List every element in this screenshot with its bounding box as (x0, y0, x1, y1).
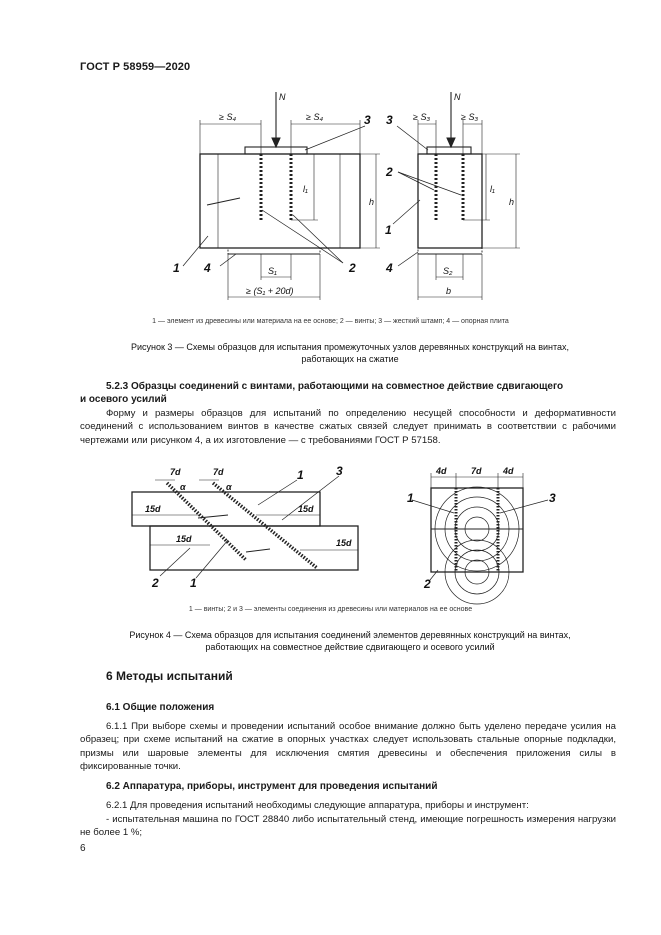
fig4-num-1-right: 1 (407, 491, 414, 505)
figure-3-caption-line1: Рисунок 3 — Схемы образцов для испытания промежуточных узлов деревянных конструкций на винтах, (130, 342, 570, 352)
figure-4-drawing (0, 450, 661, 610)
fig4-label-4d-left: 4d (436, 466, 447, 476)
fig4-label-15d-c: 15d (176, 534, 192, 544)
figure-4-caption-line1: Рисунок 4 — Схема образцов для испытания соединений элементов деревянных конструкций на винтах, (129, 630, 571, 640)
figure-3-caption-line2: работающих на сжатие (301, 354, 399, 364)
fig3-label-s3-right: ≥ S₃ (461, 112, 479, 122)
fig4-label-15d-b: 15d (298, 504, 314, 514)
section-6-2-1-item: - испытательная машина по ГОСТ 28840 либо испытательный стенд, имеющие погрешность измерения нагрузки не более 1 %; (80, 814, 616, 839)
figure-4-caption (80, 629, 620, 653)
fig3-label-s3-left: ≥ S₃ (413, 112, 431, 122)
fig3-num-2: 2 (349, 261, 356, 275)
section-5-2-3-title-line2: и осевого усилий (80, 394, 167, 406)
section-5-2-3-title (80, 380, 616, 407)
fig4-num-3-right: 3 (549, 491, 556, 505)
fig4-label-alpha-right: α (226, 482, 232, 492)
fig3-num-1-right: 1 (385, 223, 392, 237)
fig4-label-4d-right: 4d (503, 466, 514, 476)
fig3-num-1: 1 (173, 261, 180, 275)
section-5-2-3-text: Форму и размеры образцов для испытаний по определению несущей способности и деформативности соединений с использованием винтов в качестве сжатых связей следует принимать в соответствии с рабочими чертежами или рисунком 4, а их изготовление — с требованиями ГОСТ Р 57158. (80, 408, 616, 446)
fig4-num-1-top: 1 (297, 468, 304, 482)
fig4-num-3: 3 (336, 464, 343, 478)
section-6-title: 6 Методы испытаний (106, 669, 233, 683)
fig4-num-2: 2 (152, 576, 159, 590)
fig4-num-1-bottom: 1 (190, 576, 197, 590)
section-6-1-1-text: 6.1.1 При выборе схемы и проведении испытаний особое внимание должно быть уделено передаче усилия на образец; при схеме испытаний на сжатие в опорных участках следует использовать стальные опорные подкладки, призмы или шаровые элементы для исключения смятия древесины и обеспечения приложения силы в фиксированные точки. (80, 721, 616, 773)
fig3-label-s1: S₁ (268, 266, 277, 276)
figure-4-caption-line2: работающих на совместное действие сдвигающего и осевого усилий (205, 642, 495, 652)
fig3-label-s4-left: ≥ S₄ (219, 112, 237, 122)
fig3-num-4: 4 (204, 261, 211, 275)
fig3-num-3: 3 (364, 113, 371, 127)
fig3-label-s4-right: ≥ S₄ (306, 112, 324, 122)
figure-3-drawing (0, 0, 661, 310)
page-number: 6 (80, 843, 86, 854)
fig3-label-s1-sum: ≥ (S₁ + 20d) (246, 286, 294, 296)
fig3-label-N-right: N (454, 92, 461, 102)
figure-3-legend: 1 — элемент из древесины или материала на ее основе; 2 — винты; 3 — жесткий штамп; 4 — опорная плита (152, 318, 509, 325)
document-header: ГОСТ Р 58959—2020 (80, 61, 191, 73)
section-6-2-title: 6.2 Аппаратура, приборы, инструмент для проведения испытаний (106, 781, 438, 792)
section-6-1-title: 6.1 Общие положения (106, 702, 215, 713)
fig4-label-15d-a: 15d (145, 504, 161, 514)
fig3-label-l1-left: l₁ (303, 184, 308, 194)
fig3-label-N-left: N (279, 92, 286, 102)
fig3-label-h-left: h (369, 197, 375, 207)
fig3-num-3-right: 3 (386, 113, 393, 127)
fig3-label-s2: S₂ (443, 266, 453, 276)
fig4-label-alpha-left: α (180, 482, 186, 492)
fig3-num-2-right: 2 (386, 165, 393, 179)
fig3-label-h-right: h (509, 197, 515, 207)
figure-3-caption (80, 341, 620, 365)
section-6-2-1-text: 6.2.1 Для проведения испытаний необходимы следующие аппаратура, приборы и инструмент: (106, 800, 529, 811)
fig4-label-7d-mid: 7d (213, 467, 224, 477)
fig4-label-15d-d: 15d (336, 538, 352, 548)
fig4-label-7d-right: 7d (471, 466, 482, 476)
fig4-label-7d-left: 7d (170, 467, 181, 477)
fig3-label-l1-right: l₁ (490, 184, 495, 194)
section-5-2-3-title-line1: 5.2.3 Образцы соединений с винтами, работающими на совместное действие сдвигающего (106, 381, 564, 392)
figure-4-legend: 1 — винты; 2 и 3 — элементы соединения из древесины или материалов на ее основе (188, 606, 473, 613)
fig3-label-b: b (446, 286, 452, 296)
fig3-num-4-right: 4 (386, 261, 393, 275)
fig4-num-2-right: 2 (424, 577, 431, 591)
